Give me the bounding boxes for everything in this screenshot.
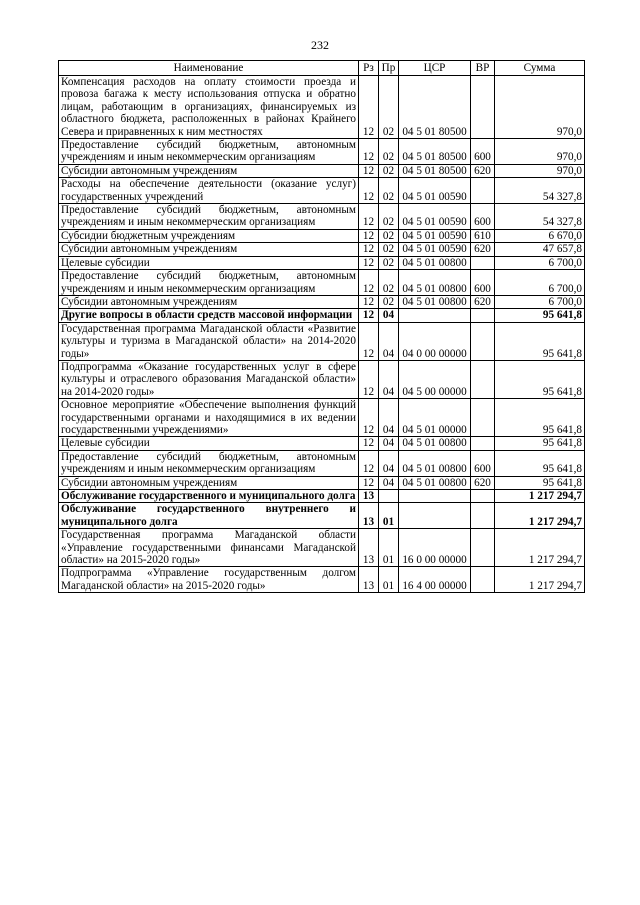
- table-header-row: [59, 61, 585, 76]
- cell-name: Субсидии бюджетным учреждениям: [59, 229, 359, 242]
- cell-pr: 02: [379, 270, 399, 296]
- cell-pr: 02: [379, 295, 399, 308]
- cell-name: Компенсация расходов на оплату стоимости проезда и провоза багажа к месту использования отпуска и обратно лицам, работающим в организациях, финансируемых из областного бюджета, расположенных в районах Крайнего Севера и приравненных к ним местностях: [59, 76, 359, 139]
- cell-vr: 620: [471, 164, 495, 177]
- cell-rz: 12: [359, 139, 379, 165]
- cell-sum: 970,0: [495, 164, 585, 177]
- cell-name: Другие вопросы в области средств массовой информации: [59, 309, 359, 322]
- cell-csr: [399, 490, 471, 503]
- cell-csr: 04 5 01 00800: [399, 437, 471, 450]
- cell-vr: [471, 309, 495, 322]
- column-header-sum: Сумма: [495, 61, 585, 76]
- cell-sum: 1 217 294,7: [495, 490, 585, 503]
- cell-csr: 04 5 01 00590: [399, 229, 471, 242]
- cell-name: Государственная программа Магаданской области «Развитие культуры и туризма в Магаданской области» на 2014-2020 годы»: [59, 322, 359, 360]
- cell-sum: 1 217 294,7: [495, 567, 585, 593]
- table-row: [59, 476, 585, 489]
- cell-name: Государственная программа Магаданской области «Управление государственными финансами Магаданской области» на 2015-2020 годы»: [59, 529, 359, 567]
- cell-name: Субсидии автономным учреждениям: [59, 243, 359, 256]
- column-header-csr: ЦСР: [399, 61, 471, 76]
- cell-name: Подпрограмма «Управление государственным долгом Магаданской области» на 2015-2020 годы»: [59, 567, 359, 593]
- cell-vr: 600: [471, 450, 495, 476]
- cell-csr: 04 5 01 80500: [399, 76, 471, 139]
- cell-rz: 12: [359, 437, 379, 450]
- cell-vr: [471, 76, 495, 139]
- cell-sum: 54 327,8: [495, 178, 585, 204]
- table-row: [59, 270, 585, 296]
- cell-pr: 04: [379, 450, 399, 476]
- cell-vr: 620: [471, 295, 495, 308]
- column-header-name: Наименование: [59, 61, 359, 76]
- cell-name: Предоставление субсидий бюджетным, автономным учреждениям и иным некоммерческим организациям: [59, 139, 359, 165]
- cell-csr: 04 5 01 00590: [399, 178, 471, 204]
- cell-rz: 12: [359, 476, 379, 489]
- table-row: [59, 178, 585, 204]
- cell-pr: 02: [379, 76, 399, 139]
- cell-pr: 01: [379, 529, 399, 567]
- cell-rz: 12: [359, 164, 379, 177]
- table-row: [59, 360, 585, 398]
- cell-pr: 04: [379, 476, 399, 489]
- cell-rz: 12: [359, 76, 379, 139]
- cell-name: Целевые субсидии: [59, 437, 359, 450]
- cell-csr: 04 0 00 00000: [399, 322, 471, 360]
- cell-rz: 12: [359, 450, 379, 476]
- budget-table: [58, 60, 585, 593]
- cell-vr: 610: [471, 229, 495, 242]
- cell-vr: [471, 437, 495, 450]
- table-row: [59, 450, 585, 476]
- cell-sum: 95 641,8: [495, 309, 585, 322]
- cell-csr: 04 5 01 00590: [399, 243, 471, 256]
- table-row: [59, 322, 585, 360]
- cell-pr: 02: [379, 204, 399, 230]
- cell-sum: 54 327,8: [495, 204, 585, 230]
- cell-sum: 95 641,8: [495, 437, 585, 450]
- cell-name: Обслуживание государственного и муниципального долга: [59, 490, 359, 503]
- table-row: [59, 309, 585, 322]
- cell-rz: 12: [359, 256, 379, 269]
- cell-sum: 47 657,8: [495, 243, 585, 256]
- cell-vr: [471, 503, 495, 529]
- cell-vr: [471, 399, 495, 437]
- cell-csr: [399, 309, 471, 322]
- cell-name: Расходы на обеспечение деятельности (оказание услуг) государственных учреждений: [59, 178, 359, 204]
- table-row: [59, 490, 585, 503]
- cell-vr: 600: [471, 139, 495, 165]
- cell-rz: 12: [359, 322, 379, 360]
- cell-csr: 04 5 01 80500: [399, 164, 471, 177]
- cell-sum: 95 641,8: [495, 360, 585, 398]
- cell-sum: 6 700,0: [495, 256, 585, 269]
- cell-name: Субсидии автономным учреждениям: [59, 476, 359, 489]
- cell-name: Предоставление субсидий бюджетным, автономным учреждениям и иным некоммерческим организациям: [59, 204, 359, 230]
- table-row: [59, 437, 585, 450]
- cell-name: Субсидии автономным учреждениям: [59, 164, 359, 177]
- cell-vr: 620: [471, 476, 495, 489]
- cell-csr: 04 5 01 00800: [399, 450, 471, 476]
- cell-rz: 13: [359, 490, 379, 503]
- cell-rz: 12: [359, 270, 379, 296]
- cell-vr: [471, 567, 495, 593]
- table-row: [59, 229, 585, 242]
- cell-csr: 04 5 01 00000: [399, 399, 471, 437]
- table-row: [59, 76, 585, 139]
- cell-sum: 1 217 294,7: [495, 503, 585, 529]
- table-body: [59, 76, 585, 593]
- cell-csr: 04 5 01 00800: [399, 295, 471, 308]
- table-row: [59, 567, 585, 593]
- cell-vr: 600: [471, 270, 495, 296]
- cell-sum: 970,0: [495, 76, 585, 139]
- cell-sum: 95 641,8: [495, 322, 585, 360]
- cell-name: Целевые субсидии: [59, 256, 359, 269]
- cell-rz: 13: [359, 567, 379, 593]
- table-row: [59, 164, 585, 177]
- cell-vr: [471, 360, 495, 398]
- cell-pr: [379, 490, 399, 503]
- cell-sum: 6 700,0: [495, 295, 585, 308]
- cell-name: Обслуживание государственного внутреннего и муниципального долга: [59, 503, 359, 529]
- cell-sum: 95 641,8: [495, 476, 585, 489]
- cell-rz: 13: [359, 503, 379, 529]
- cell-pr: 04: [379, 437, 399, 450]
- table-row: [59, 139, 585, 165]
- table-row: [59, 243, 585, 256]
- table-row: [59, 529, 585, 567]
- page-number: 232: [311, 38, 329, 52]
- cell-name: Подпрограмма «Оказание государственных услуг в сфере культуры и отраслевого образования Магаданской области» на 2014-2020 годы»: [59, 360, 359, 398]
- column-header-vr: ВР: [471, 61, 495, 76]
- cell-rz: 12: [359, 243, 379, 256]
- cell-pr: 02: [379, 178, 399, 204]
- table-row: [59, 256, 585, 269]
- cell-sum: 1 217 294,7: [495, 529, 585, 567]
- table-row: [59, 503, 585, 529]
- cell-vr: 620: [471, 243, 495, 256]
- cell-csr: 04 5 01 00590: [399, 204, 471, 230]
- column-header-pr: Пр: [379, 61, 399, 76]
- cell-sum: 970,0: [495, 139, 585, 165]
- cell-vr: [471, 256, 495, 269]
- cell-pr: 01: [379, 567, 399, 593]
- cell-pr: 04: [379, 322, 399, 360]
- cell-csr: 04 5 00 00000: [399, 360, 471, 398]
- cell-csr: 04 5 01 00800: [399, 270, 471, 296]
- cell-rz: 12: [359, 399, 379, 437]
- cell-name: Предоставление субсидий бюджетным, автономным учреждениям и иным некоммерческим организациям: [59, 270, 359, 296]
- cell-vr: 600: [471, 204, 495, 230]
- cell-csr: 04 5 01 80500: [399, 139, 471, 165]
- cell-sum: 6 700,0: [495, 270, 585, 296]
- cell-pr: 04: [379, 360, 399, 398]
- cell-rz: 12: [359, 178, 379, 204]
- cell-csr: 16 4 00 00000: [399, 567, 471, 593]
- cell-name: Основное мероприятие «Обеспечение выполнения функций государственными органами и находящимися в их ведении государственными учреждениями»: [59, 399, 359, 437]
- cell-rz: 12: [359, 295, 379, 308]
- cell-csr: 04 5 01 00800: [399, 256, 471, 269]
- table-row: [59, 204, 585, 230]
- cell-pr: 02: [379, 243, 399, 256]
- cell-rz: 12: [359, 309, 379, 322]
- cell-pr: 01: [379, 503, 399, 529]
- cell-pr: 02: [379, 164, 399, 177]
- cell-csr: 16 0 00 00000: [399, 529, 471, 567]
- table-row: [59, 295, 585, 308]
- cell-vr: [471, 322, 495, 360]
- cell-sum: 95 641,8: [495, 450, 585, 476]
- cell-rz: 12: [359, 204, 379, 230]
- cell-name: Предоставление субсидий бюджетным, автономным учреждениям и иным некоммерческим организациям: [59, 450, 359, 476]
- cell-rz: 12: [359, 360, 379, 398]
- cell-pr: 02: [379, 139, 399, 165]
- cell-vr: [471, 490, 495, 503]
- cell-rz: 13: [359, 529, 379, 567]
- cell-sum: 95 641,8: [495, 399, 585, 437]
- cell-vr: [471, 178, 495, 204]
- cell-pr: 04: [379, 399, 399, 437]
- cell-name: Субсидии автономным учреждениям: [59, 295, 359, 308]
- cell-pr: 04: [379, 309, 399, 322]
- cell-csr: 04 5 01 00800: [399, 476, 471, 489]
- cell-pr: 02: [379, 256, 399, 269]
- cell-sum: 6 670,0: [495, 229, 585, 242]
- cell-vr: [471, 529, 495, 567]
- cell-rz: 12: [359, 229, 379, 242]
- column-header-rz: Рз: [359, 61, 379, 76]
- table-row: [59, 399, 585, 437]
- cell-csr: [399, 503, 471, 529]
- cell-pr: 02: [379, 229, 399, 242]
